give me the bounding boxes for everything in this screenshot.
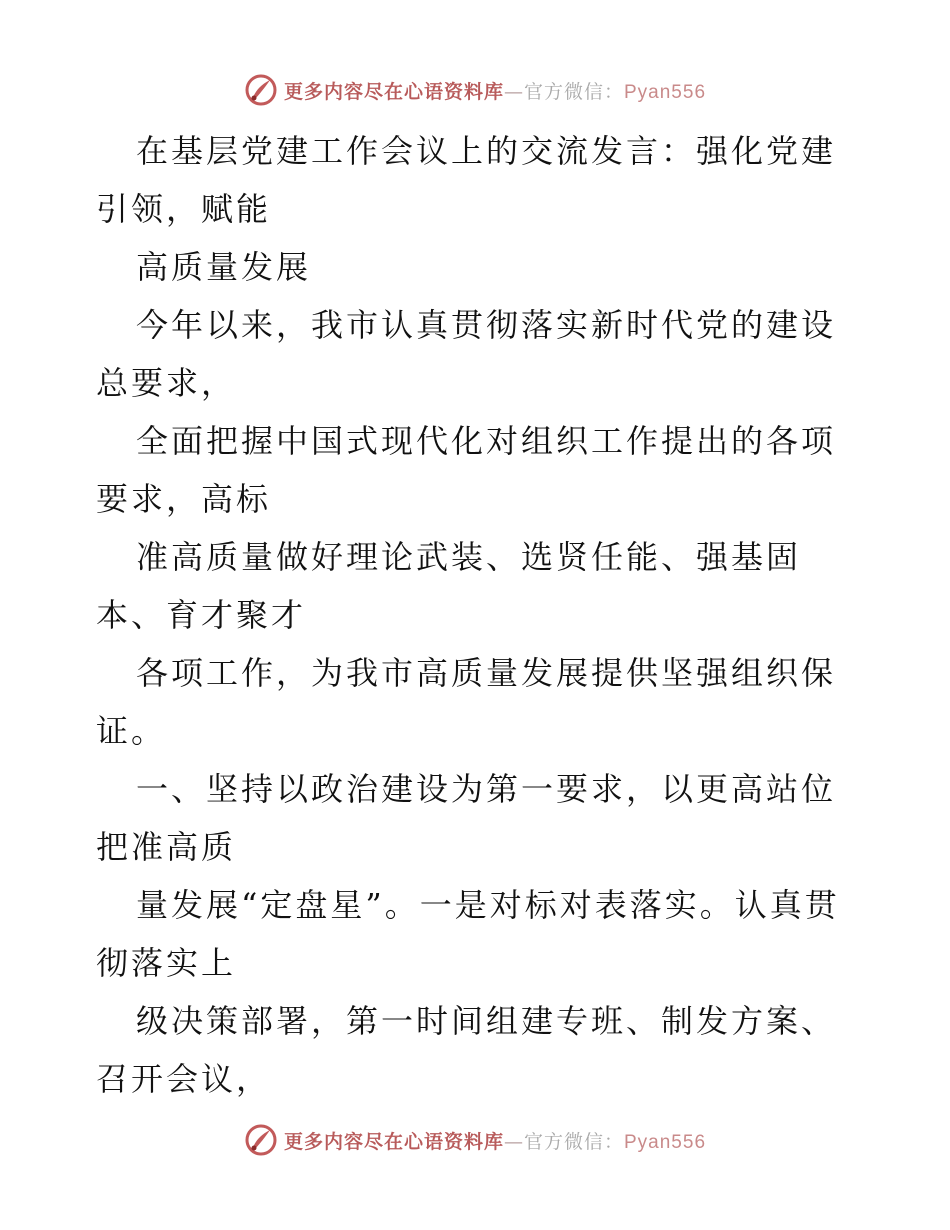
brush-logo-icon: [244, 73, 278, 107]
watermark-dash: —: [503, 1130, 524, 1153]
watermark-brand: 更多内容尽在心语资料库: [283, 80, 504, 103]
watermark-brand: 更多内容尽在心语资料库: [283, 1130, 504, 1153]
paragraph: 量发展“定盘星”。一是对标对表落实。认真贯彻落实上: [96, 886, 840, 982]
footer-watermark: [0, 1120, 950, 1160]
paragraph: 一、坚持以政治建设为第一要求，以更高站位把准高质: [96, 770, 837, 866]
watermark-wechat-label: 官方微信：: [523, 1130, 624, 1153]
paragraph: 今年以来，我市认真贯彻落实新时代党的建设总要求，: [96, 306, 837, 402]
paragraph: 高质量发展: [136, 248, 312, 286]
paragraph: 准高质量做好理论武装、选贤任能、强基固本、育才聚才: [96, 538, 802, 634]
watermark-text: [284, 77, 706, 104]
brush-logo-icon: [244, 1123, 278, 1157]
watermark-handle: Pyan556: [624, 81, 707, 103]
watermark-dash: —: [503, 80, 524, 103]
watermark-wechat-label: 官方微信：: [523, 80, 624, 103]
watermark-handle: Pyan556: [624, 1131, 707, 1153]
document-body: [96, 122, 856, 1108]
header-watermark: [0, 70, 950, 110]
watermark-text: [284, 1127, 706, 1154]
paragraph: 全面把握中国式现代化对组织工作提出的各项要求，高标: [96, 422, 837, 518]
paragraph: 在基层党建工作会议上的交流发言：强化党建引领，赋能: [96, 132, 837, 228]
paragraph: 各项工作，为我市高质量发展提供坚强组织保证。: [96, 654, 837, 750]
paragraph: 级决策部署，第一时间组建专班、制发方案、召开会议，: [96, 1002, 837, 1098]
